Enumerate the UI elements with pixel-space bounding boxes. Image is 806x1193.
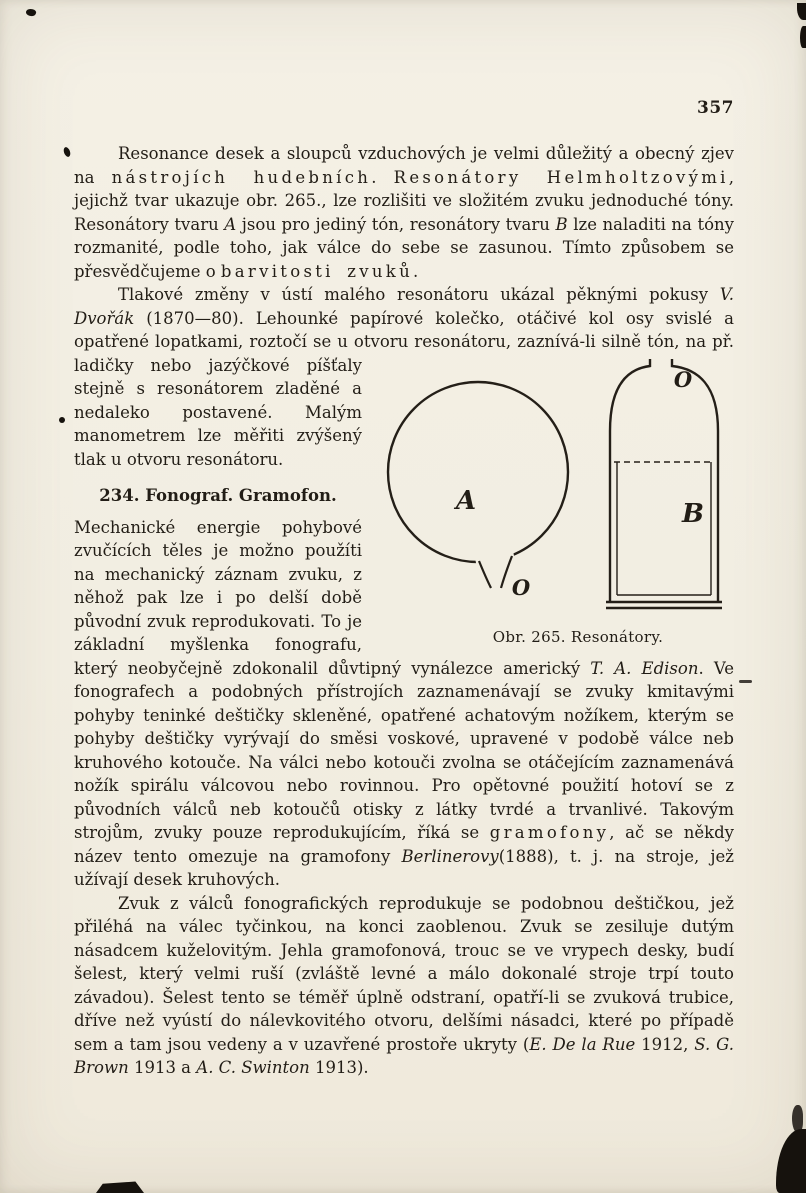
text-segment: jsou pro jediný tón, resonátory tvaru (236, 214, 556, 234)
text-segment: V. Dvořák (74, 285, 734, 328)
label-o-cylinder: O (673, 366, 693, 392)
paragraph-text (74, 144, 734, 281)
text-segment: Resonátory Helmholtzovými (393, 167, 729, 187)
scan-artifact (800, 26, 806, 48)
text-segment: lze naladiti na tóny rozmanité, podle toho, jak válce do sebe se zasunou. Tímto způsobem se přesvědčujeme o (74, 214, 734, 281)
text-segment: . (371, 167, 394, 187)
spout-gap (476, 556, 514, 563)
text-segment: Resonance desek a sloupců vzduchových je velmi důležitý a obecný zjev na (74, 144, 734, 187)
scan-artifact (62, 146, 71, 157)
scan-artifact (792, 1105, 803, 1133)
text-segment: Zvuk z válců fonografických reprodukuje se podobnou deštičkou, jež přiléhá na válec tyčinkou, na konci zaoblenou. Zvuk se zesiluje dutým násadcem kuželovitým. Jehla gramofonová, trouc se ve vrypech desky, budí šelest, který velmi ruší (zvláště levné a málo dokonalé stroje trpí touto závadou). Šelest tento se téměř úplně odstraní, opatří-li se zvuková trubice, dříve než vyústí do nálevkovitého otvoru, delšími násadci, které po případě sem a tam jsou vedeny a v uzavřené prostoře ukryty ( (74, 893, 734, 1054)
resonator-a-body (388, 382, 568, 562)
scan-artifact (25, 8, 36, 17)
text-segment: T. A. Edison (590, 658, 699, 678)
text-segment: Berlinerovy (401, 846, 499, 866)
paragraph-reproduction (74, 892, 734, 1080)
page-number: 357 (697, 98, 734, 118)
paragraph-text (74, 894, 734, 1078)
scan-artifact (776, 1129, 806, 1193)
text-segment: A. C. Swinton (196, 1058, 310, 1077)
figure-caption: Obr. 265. Resonátory. (492, 627, 664, 646)
label-b: B (682, 498, 704, 529)
text-segment: , jejichž tvar ukazuje obr. 265., lze rozlišiti ve složitém zvuku jednoduché tóny. Resonátory tvaru (74, 167, 734, 234)
text-segment: Tlakové změny v ústí malého resonátoru ukázal pěknými pokusy (118, 285, 720, 304)
text-segment: Mechanické energie pohybové zvučících těles je možno použíti na mechanický záznam zvuku, z něhož pak lze i po delší době původní zvuk reprodukovati. To je základní myšlenka fonografu, který neobyčejně zdokonalil důvtipný vynálezce americký (74, 517, 591, 678)
text-segment: nástrojích hudebních (111, 167, 372, 187)
text-segment: (1870—80). Lehounké papírové kolečko, otáčivé kol osy svislé a opatřené lopatkami, roztočí se u otvoru resonátoru, (74, 308, 734, 351)
text-segment: zaznívá-li silně tón, na př. ladičky nebo jazýčkové píšťaly stejně s resonátorem zladěné a nedaleko postavené. Malým manometrem lze měřiti zvýšený tlak u otvoru resonátoru. (74, 332, 734, 469)
text-segment: S. G. Brown (74, 1034, 734, 1077)
label-o-sphere: O (511, 574, 531, 600)
text-segment: (1888), t. j. na stroje, jež užívají desek kruhových. (74, 846, 735, 889)
paragraph-resonance (74, 142, 734, 283)
text-segment: 1913 a (128, 1058, 197, 1077)
text-segment: gramofony (489, 823, 610, 842)
text-segment: 1913). (309, 1058, 369, 1077)
text-segment: 1912, (635, 1034, 695, 1054)
resonators-illustration (378, 357, 734, 619)
text-segment: B (555, 214, 568, 234)
text-segment: barvitosti zvuků (220, 261, 414, 281)
text-segment: A (224, 214, 237, 234)
scan-artifact (96, 1179, 144, 1193)
text-segment: E. De la Rue (529, 1034, 636, 1054)
resonator-b-left-wall (610, 359, 650, 601)
scan-artifact (739, 680, 752, 683)
text-block (74, 142, 734, 1080)
text-segment: . (413, 261, 419, 281)
text-segment: . Ve fonografech a podobných přístrojích zaznamenávají se zvuky kmitavými pohyby teninké deštičky skleněné, opatřené achatovým nožíkem, kterým se pohyby deštičky vyrývají do směsi voskové, upravené v podobě válce neb kruhového kotouče. Na válci nebo kotouči zvolna se otáčejícím zaznamenává nožík spirálu válcovou nebo rovinnou. Pro opětovné použití hotoví se z původních válců neb kotoučů otisky z látky tvrdé a trvanlivé. Takovým strojům, zvuky pouze reprodukujícím, říká se (74, 658, 735, 842)
label-a: A (455, 485, 477, 516)
figure-resonators (378, 357, 734, 647)
scan-artifact (797, 3, 806, 20)
text-segment: , ač se někdy název tento omezuje na gramofony (74, 823, 734, 866)
section-heading: 234. Fonograf. Gramofon. (99, 486, 337, 505)
scan-artifact (59, 417, 65, 423)
